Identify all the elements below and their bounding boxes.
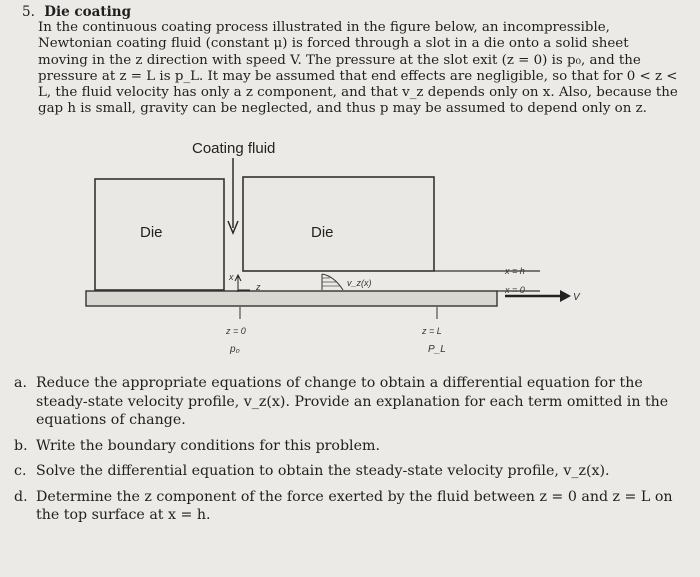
question-letter: b. (14, 437, 28, 454)
moving-sheet (86, 291, 497, 306)
question-letter: d. (14, 488, 28, 505)
velocity-profile-sketch (322, 274, 343, 290)
question-text: Solve the differential equation to obtain the steady-state velocity profile, v_z(x). (36, 463, 610, 479)
speed-label: V (573, 292, 580, 303)
coating-fluid-label: Coating fluid (192, 140, 276, 157)
z-equals-0-label: z = 0 (226, 326, 246, 336)
p0-label: p₀ (230, 344, 240, 355)
problem-text: In the continuous coating process illustrated in the figure below, an incompressible, Newtonian coating fluid (constant μ) is forced through a slot in a die onto a solid sheet moving in the z direction with speed V. The pressure at the slot exit (z = 0) is p₀, and the pressure at z = L is p_L. It may be assumed that end effects are negligible, so that for 0 < z < L, the fluid velocity has only a z component, and that v_z depends only on x. Also, because the gap h is small, gravity can be neglected, and thus p may be assumed to depend only on z. (38, 20, 678, 117)
x-axis-label: x (229, 272, 234, 282)
die-left-label: Die (140, 224, 163, 241)
question-b (14, 437, 690, 456)
question-d (14, 488, 690, 525)
question-text: Determine the z component of the force exerted by the fluid between z = 0 and z = L on the top surface at x = h. (36, 488, 673, 523)
x-equals-0-label: x = 0 (505, 285, 525, 295)
right-die (243, 177, 434, 271)
die-right-label: Die (311, 224, 334, 241)
question-c (14, 462, 690, 481)
z-equals-L-label: z = L (422, 326, 442, 336)
question-text: Reduce the appropriate equations of change to obtain a differential equation for the steady-state velocity profile, v_z(x). Provide an explanation for each term omitted in the equations of change. (36, 375, 669, 428)
question-list (14, 374, 690, 532)
z-axis-label: z (256, 282, 261, 292)
pL-label: P_L (428, 344, 446, 355)
question-letter: c. (14, 463, 27, 479)
x-equals-h-label: x = h (505, 266, 525, 276)
question-letter: a. (14, 375, 27, 391)
speed-arrowhead (560, 290, 571, 302)
problem-title: Die coating (44, 4, 132, 20)
velocity-profile-label: v_z(x) (347, 278, 372, 288)
problem-number: 5. (22, 4, 35, 20)
question-text: Write the boundary conditions for this problem. (36, 437, 380, 454)
question-a (14, 374, 690, 430)
